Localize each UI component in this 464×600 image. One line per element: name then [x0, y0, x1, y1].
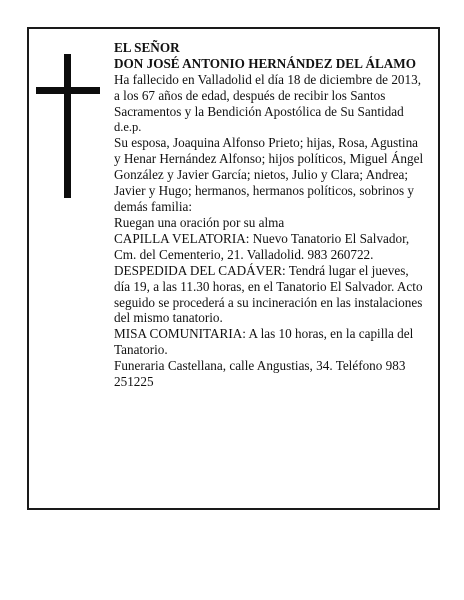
- farewell-info: DESPEDIDA DEL CADÁVER: Tendrá lugar el jueves, día 19, a las 11.30 horas, en el Tanatorio El Salvador. Acto seguido se procederá a su incineración en las instalaciones del mismo tanatorio.: [114, 262, 423, 326]
- cross-vertical-bar: [64, 54, 71, 198]
- deceased-name: DON JOSÉ ANTONIO HERNÁNDEZ DEL ÁLAMO: [114, 55, 417, 71]
- cross-horizontal-bar: [36, 87, 100, 94]
- cross-icon: [36, 54, 100, 198]
- funeral-home-info: Funeraria Castellana, calle Angustias, 34. Teléfono 983 251225: [114, 358, 406, 390]
- prayer-request: Ruegan una oración por su alma: [114, 214, 285, 230]
- mass-info: MISA COMUNITARIA: A las 10 horas, en la capilla del Tanatorio.: [114, 326, 414, 358]
- notice-title: EL SEÑOR: [114, 40, 180, 55]
- chapel-info: CAPILLA VELATORIA: Nuevo Tanatorio El Salvador, Cm. del Cementerio, 21. Valladolid. 983 260722.: [114, 230, 410, 262]
- family-list: Su esposa, Joaquina Alfonso Prieto; hijas, Rosa, Agustina y Henar Hernández Alfonso; hijos políticos, Miguel Ángel González y Javier García; nietos, Julio y Clara; Andrea; Javier y Hugo; hermanos, hermanos políticos, sobrinos y demás familia:: [114, 135, 424, 215]
- death-announcement: Ha fallecido en Valladolid el día 18 de diciembre de 2013, a los 67 años de edad, después de recibir los Santos Sacramentos y la Bendición Apostólica de Su Santidad: [114, 71, 421, 119]
- obituary-text: [114, 40, 424, 390]
- dep-text: d.e.p.: [114, 119, 142, 134]
